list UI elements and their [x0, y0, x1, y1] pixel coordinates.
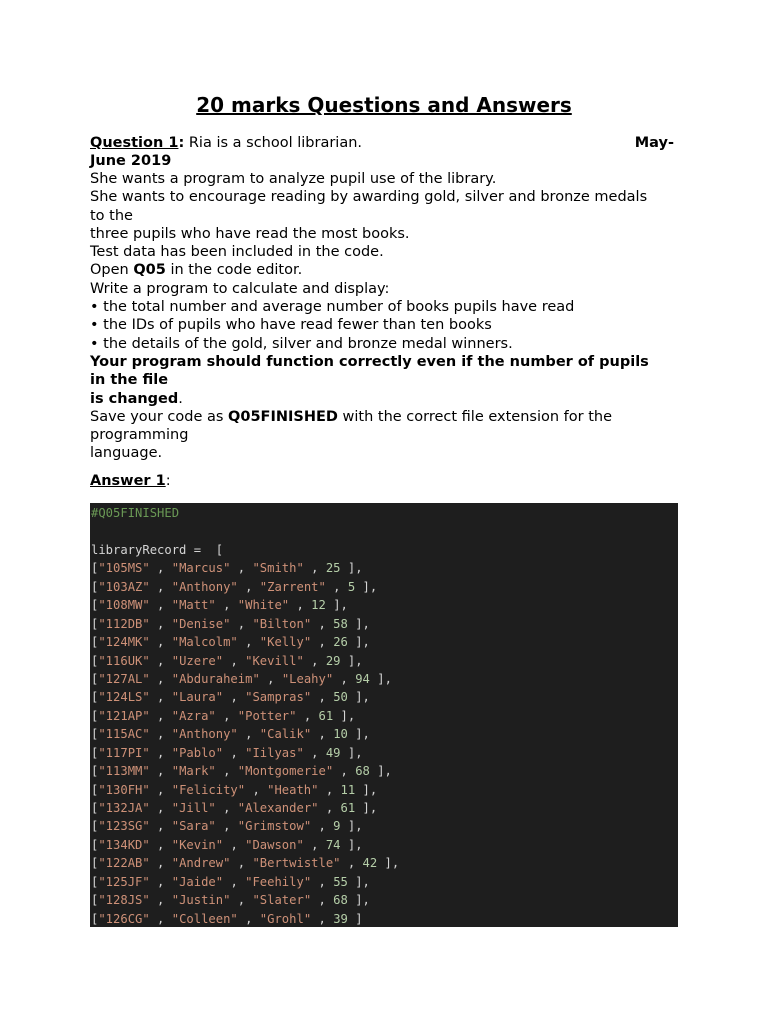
record-id: "126CG" — [98, 911, 150, 926]
record-last: "Alexander" — [237, 801, 319, 815]
code-punctuation: , — [223, 690, 246, 705]
record-last: "Sampras" — [245, 690, 312, 705]
record-first: "Felicity" — [171, 782, 246, 797]
code-record-line — [91, 670, 678, 688]
code-record-line — [91, 707, 678, 725]
record-books: 12 — [311, 598, 326, 613]
code-punctuation: , — [333, 764, 356, 779]
question-line: She wants a program to analyze pupil use of the library. — [90, 171, 497, 187]
question-date-part2: June 2019 — [90, 153, 172, 170]
code-punctuation: , — [311, 911, 334, 926]
code-punctuation: , — [230, 856, 253, 871]
code-punctuation: [ — [91, 653, 99, 668]
code-record-line — [91, 891, 678, 909]
code-punctuation: [ — [91, 874, 99, 889]
record-id: "132JA" — [98, 801, 150, 815]
record-books: 26 — [333, 635, 348, 650]
record-last: "Bilton" — [252, 616, 312, 631]
record-first: "Laura" — [171, 690, 224, 705]
record-books: 55 — [333, 874, 348, 889]
record-first: "Anthony" — [171, 579, 238, 594]
code-punctuation: , — [149, 764, 172, 779]
code-punctuation: , — [245, 782, 268, 797]
record-end: ], — [347, 874, 370, 889]
record-last: "Leahy" — [281, 671, 334, 686]
question-line: Test data has been included in the code. — [90, 244, 384, 261]
code-record-line — [91, 725, 678, 743]
code-punctuation: , — [311, 616, 334, 631]
save-line-3: language. — [90, 445, 163, 462]
code-punctuation: , — [215, 801, 238, 815]
bullet-item: • the details of the gold, silver and bronze medal winners. — [90, 335, 513, 352]
question-line: She wants to encourage reading by awarding gold, silver and bronze medals — [90, 189, 648, 206]
code-punctuation: [ — [91, 616, 99, 631]
code-punctuation: , — [149, 561, 172, 576]
record-last: "Feehily" — [245, 874, 312, 889]
record-end: ], — [355, 782, 378, 797]
record-id: "123SG" — [98, 819, 150, 834]
question-line: three pupils who have read the most books. — [90, 225, 410, 242]
record-end: ], — [340, 819, 363, 834]
code-punctuation: , — [149, 874, 172, 889]
code-punctuation: , — [237, 635, 260, 650]
record-id: "108MW" — [98, 598, 150, 613]
code-punctuation: [ — [91, 635, 99, 650]
code-punctuation: , — [303, 653, 326, 668]
question-body — [90, 170, 678, 463]
code-punctuation: [ — [91, 671, 99, 686]
bullet-item: • the IDs of pupils who have read fewer than ten books — [90, 317, 492, 334]
record-first: "Pablo" — [171, 745, 224, 760]
code-punctuation: , — [149, 819, 172, 834]
record-books: 50 — [333, 690, 348, 705]
record-last: "Grimstow" — [237, 819, 312, 834]
record-last: "Bertwistle" — [252, 856, 341, 871]
code-punctuation: , — [149, 708, 172, 723]
code-punctuation: , — [223, 837, 246, 852]
record-books: 25 — [325, 561, 341, 576]
code-punctuation: , — [215, 764, 238, 779]
code-comment: #Q05FINISHED — [91, 506, 180, 520]
code-punctuation: , — [149, 671, 172, 686]
record-id: "124LS" — [98, 690, 150, 705]
question-intro: Ria is a school librarian. — [184, 135, 363, 151]
record-last: "Calik" — [259, 727, 312, 742]
code-record-line — [91, 854, 678, 872]
record-id: "117PI" — [98, 745, 150, 760]
code-blank-line — [91, 522, 678, 540]
record-id: "113MM" — [98, 764, 150, 779]
code-punctuation: [ — [91, 708, 99, 723]
question-label: Question 1 — [90, 135, 179, 151]
record-id: "128JS" — [98, 893, 150, 908]
question-line: to the — [90, 207, 133, 224]
record-end: ], — [347, 635, 370, 650]
record-books: 9 — [333, 819, 341, 834]
record-first: "Mark" — [171, 764, 216, 779]
question-colon: : — [178, 135, 185, 151]
code-punctuation: , — [311, 874, 334, 889]
record-first: "Anthony" — [171, 727, 238, 742]
record-id: "125JF" — [98, 874, 150, 889]
open-prefix: Open — [90, 262, 134, 279]
record-id: "116UK" — [98, 653, 150, 668]
record-first: "Abduraheim" — [171, 671, 260, 686]
code-punctuation: , — [333, 671, 356, 686]
open-code: Q05 — [133, 262, 166, 279]
code-punctuation: , — [149, 893, 172, 908]
record-books: 10 — [333, 727, 348, 742]
code-punctuation: [ — [91, 856, 99, 871]
open-suffix: in the code editor. — [165, 262, 303, 279]
code-punctuation: [ — [91, 690, 99, 705]
code-block — [90, 503, 678, 927]
code-punctuation: , — [325, 579, 348, 594]
code-punctuation: , — [230, 561, 253, 576]
record-last: "Dawson" — [245, 837, 304, 852]
code-record-line — [91, 559, 678, 577]
record-id: "124MK" — [98, 635, 150, 650]
code-punctuation: , — [215, 598, 238, 613]
code-punctuation: , — [215, 708, 238, 723]
record-books: 68 — [333, 893, 348, 908]
record-books: 68 — [355, 764, 370, 779]
code-record-line — [91, 910, 678, 928]
record-first: "Justin" — [171, 893, 231, 908]
record-end: ], — [347, 893, 370, 908]
record-last: "Zarrent" — [259, 579, 326, 594]
code-record-line — [91, 688, 678, 706]
code-punctuation: , — [149, 579, 172, 594]
code-punctuation: , — [149, 653, 172, 668]
code-punctuation: , — [230, 893, 253, 908]
record-books: 42 — [362, 856, 378, 871]
code-punctuation: [ — [91, 745, 99, 760]
record-books: 61 — [318, 708, 334, 723]
record-end: ], — [347, 727, 370, 742]
code-punctuation: [ — [91, 764, 99, 779]
code-punctuation: , — [318, 782, 341, 797]
record-end: ], — [340, 745, 363, 760]
code-punctuation: [ — [91, 911, 99, 926]
record-end: ], — [347, 616, 370, 631]
record-first: "Jaide" — [171, 874, 224, 889]
code-punctuation: , — [259, 671, 282, 686]
code-record-line — [91, 578, 678, 596]
record-last: "White" — [237, 598, 290, 613]
code-punctuation: [ — [91, 598, 99, 613]
record-end: ], — [325, 598, 348, 613]
save-code: Q05FINISHED — [228, 408, 338, 425]
record-first: "Matt" — [171, 598, 216, 613]
record-id: "105MS" — [98, 561, 150, 576]
code-punctuation: , — [303, 745, 326, 760]
record-first: "Malcolm" — [171, 635, 238, 650]
code-punctuation: , — [340, 856, 363, 871]
code-punctuation: [ — [91, 801, 99, 815]
bold-instruction-end — [90, 390, 678, 408]
code-punctuation: [ — [91, 579, 99, 594]
record-books: 58 — [333, 616, 348, 631]
code-declaration: libraryRecord = [ — [91, 542, 224, 557]
code-punctuation: , — [311, 635, 334, 650]
code-punctuation: , — [311, 690, 334, 705]
code-record-line — [91, 781, 678, 799]
code-punctuation: , — [237, 911, 260, 926]
record-end: ], — [347, 690, 370, 705]
code-record-line — [91, 799, 678, 817]
code-punctuation: , — [149, 727, 172, 742]
code-punctuation: , — [149, 782, 172, 797]
record-id: "130FH" — [98, 782, 150, 797]
code-record-line — [91, 817, 678, 835]
code-punctuation: [ — [91, 561, 99, 576]
code-punctuation: , — [230, 616, 253, 631]
code-punctuation: , — [223, 874, 246, 889]
code-punctuation: [ — [91, 819, 99, 834]
code-punctuation: , — [303, 561, 326, 576]
record-last: "Kevill" — [245, 653, 304, 668]
code-punctuation: , — [296, 708, 319, 723]
record-books: 5 — [347, 579, 356, 594]
record-first: "Jill" — [171, 801, 216, 815]
write-line: Write a program to calculate and display: — [90, 280, 390, 297]
record-last: "Kelly" — [259, 635, 312, 650]
record-first: "Andrew" — [171, 856, 231, 871]
code-punctuation: [ — [91, 837, 99, 852]
code-punctuation: , — [311, 727, 334, 742]
bold-instruction-line: in the file — [90, 372, 169, 389]
code-record-line — [91, 873, 678, 891]
code-punctuation: , — [149, 616, 172, 631]
code-punctuation: , — [223, 653, 246, 668]
record-id: "122AB" — [98, 856, 150, 871]
record-end: ], — [355, 579, 378, 594]
code-record-line — [91, 744, 678, 762]
open-line — [90, 261, 678, 279]
code-punctuation: [ — [91, 893, 99, 908]
record-first: "Sara" — [171, 819, 216, 834]
page-title: 20 marks Questions and Answers — [196, 93, 572, 117]
record-books: 61 — [340, 801, 356, 815]
code-punctuation: , — [149, 911, 172, 926]
code-punctuation: [ — [91, 727, 99, 742]
code-punctuation: , — [237, 727, 260, 742]
record-first: "Kevin" — [171, 837, 224, 852]
save-suffix: with the correct file extension for the — [337, 408, 613, 425]
bold-instruction-line: Your program should function correctly even if the number of pupils — [90, 353, 649, 370]
record-id: "134KD" — [98, 837, 150, 852]
answer-header — [90, 472, 171, 490]
record-books: 94 — [355, 671, 370, 686]
record-last: "Grohl" — [259, 911, 312, 926]
code-punctuation: , — [303, 837, 326, 852]
code-record-line — [91, 762, 678, 780]
code-punctuation: [ — [91, 782, 99, 797]
save-line-2: programming — [90, 427, 189, 444]
code-punctuation: , — [311, 893, 334, 908]
save-line — [90, 408, 678, 426]
record-id: "112DB" — [98, 616, 150, 631]
code-record-line — [91, 615, 678, 633]
record-first: "Colleen" — [171, 911, 238, 926]
record-last: "Potter" — [237, 708, 297, 723]
code-punctuation: , — [149, 837, 172, 852]
record-end: ], — [377, 856, 400, 871]
code-record-line — [91, 652, 678, 670]
record-end: ], — [340, 561, 363, 576]
code-punctuation: , — [149, 635, 172, 650]
record-last: "Heath" — [267, 782, 319, 797]
record-books: 39 — [333, 911, 348, 926]
code-punctuation: , — [215, 819, 238, 834]
code-punctuation: , — [311, 819, 334, 834]
record-books: 29 — [325, 653, 341, 668]
record-id: "121AP" — [98, 708, 150, 723]
code-punctuation: , — [149, 598, 172, 613]
record-end: ], — [369, 671, 392, 686]
record-last: "Montgomerie" — [237, 764, 334, 779]
code-punctuation: , — [149, 690, 172, 705]
code-punctuation: , — [237, 579, 260, 594]
record-id: "127AL" — [98, 671, 150, 686]
record-id: "115AC" — [98, 727, 150, 742]
code-punctuation: , — [318, 801, 341, 815]
save-prefix: Save your code as — [90, 408, 229, 425]
code-record-line — [91, 633, 678, 651]
record-first: "Denise" — [171, 616, 231, 631]
record-books: 49 — [325, 745, 341, 760]
record-id: "103AZ" — [98, 579, 150, 594]
question-date-part1: May- — [634, 135, 674, 151]
record-end: ] — [347, 911, 363, 926]
code-punctuation: , — [149, 801, 172, 815]
record-end: ], — [369, 764, 392, 779]
record-end: ], — [340, 837, 363, 852]
code-punctuation: , — [223, 745, 246, 760]
record-books: 74 — [325, 837, 341, 852]
record-first: "Uzere" — [171, 653, 224, 668]
record-last: "Slater" — [252, 893, 312, 908]
record-last: "Smith" — [252, 561, 304, 576]
code-punctuation: , — [149, 745, 172, 760]
bold-instruction-period: . — [178, 390, 183, 407]
record-end: ], — [333, 708, 356, 723]
record-first: "Marcus" — [171, 561, 231, 576]
record-books: 11 — [340, 782, 356, 797]
answer-label: Answer 1 — [90, 473, 166, 489]
bold-instruction-text: is changed — [90, 390, 179, 407]
record-end: ], — [340, 653, 363, 668]
record-end: ], — [355, 801, 378, 815]
record-last: "Iilyas" — [245, 745, 304, 760]
code-punctuation: , — [289, 598, 312, 613]
bullet-item: • the total number and average number of books pupils have read — [90, 299, 575, 316]
code-record-line — [91, 836, 678, 854]
record-first: "Azra" — [171, 708, 216, 723]
answer-colon: : — [165, 473, 171, 489]
code-punctuation: , — [149, 856, 172, 871]
code-record-line — [91, 596, 678, 614]
question-header — [90, 134, 678, 171]
